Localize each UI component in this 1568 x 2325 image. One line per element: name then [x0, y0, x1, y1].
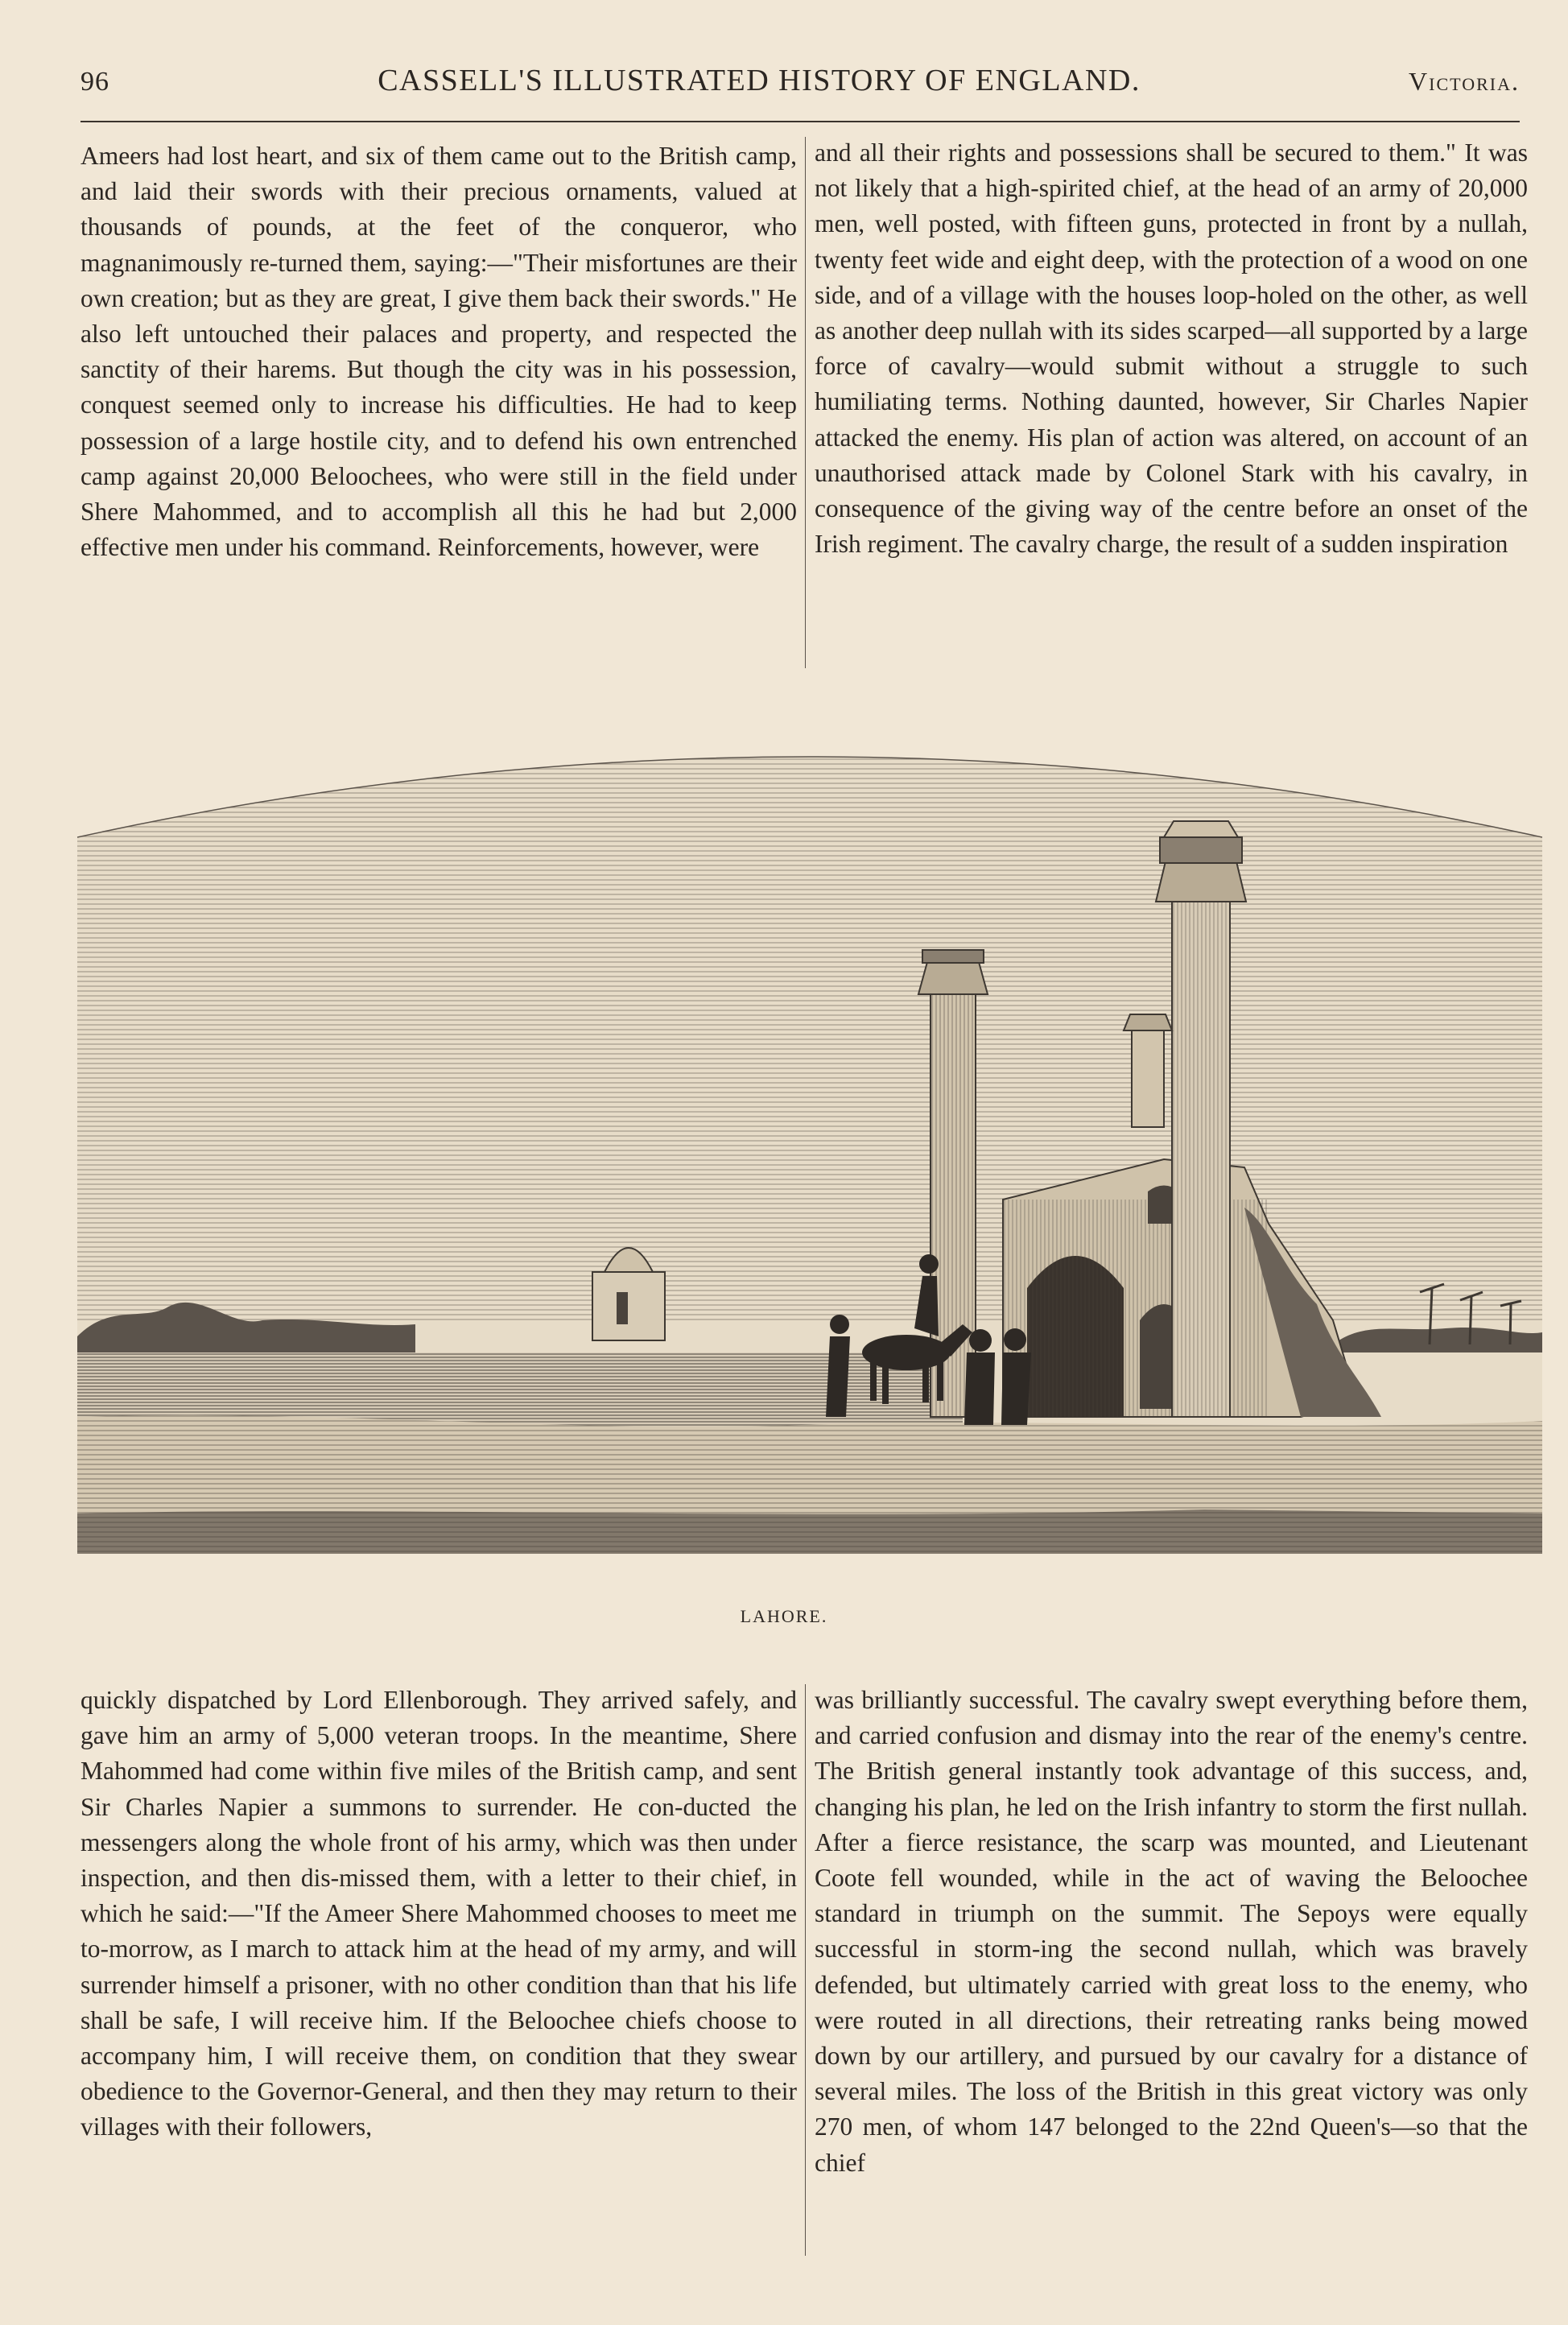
running-header [80, 63, 1520, 111]
column-divider [805, 1684, 806, 2256]
text-column-bottom-right [815, 1683, 1528, 2181]
page-number: 96 [80, 67, 109, 97]
column-divider [805, 137, 806, 668]
header-rule [80, 121, 1520, 122]
text-column-top-right [815, 135, 1528, 562]
text-column-bottom-left [80, 1683, 797, 2145]
text-column-top-left [80, 138, 797, 565]
illustration-caption: LAHORE. [740, 1606, 828, 1626]
lahore-engraving [77, 708, 1542, 1554]
section-title: Victoria. [1409, 67, 1520, 96]
paragraph: was brilliantly successful. The cavalry swept everything before them, and carried confusion and dismay into the rear of the enemy's centre. The British general instantly took advantage of this success, and, changing his plan, he led on the Irish infantry to storm the first nullah. After a fierce resistance, the scarp was mounted, and Lieutenant Coote fell wounded, while in the act of waving the Beloochee standard in triumph on the summit. The Sepoys were equally successful in storm-ing the second nullah, which was bravely defended, but ultimately carried with great loss to the enemy, who were routed in all directions, their retreating ranks being mowed down by our artillery, and pursued by our cavalry for a distance of several miles. The loss of the British in this great victory was only 270 men, of whom 147 belonged to the 22nd Queen's—so that the chief [815, 1686, 1528, 2177]
paragraph: Ameers had lost heart, and six of them came out to the British camp, and laid their swords with their precious ornaments, valued at thousands of pounds, at the feet of the conqueror, who magnanimously re-turned them, saying:—"Their misfortunes are their own creation; but as they are great, I give them back their swords." He also left untouched their palaces and property, and respected the sanctity of their harems. But though the city was in his possession, conquest seemed only to increase his difficulties. He had to keep possession of a large hostile city, and to defend his own entrenched camp against 20,000 Beloochees, who were still in the field under Shere Mahommed, and to accomplish all this he had but 2,000 effective men under his command. Reinforcements, however, were [80, 142, 797, 562]
running-title: CASSELL'S ILLUSTRATED HISTORY OF ENGLAND. [378, 64, 1141, 97]
paragraph: and all their rights and possessions shall be secured to them." It was not likely that a high-spirited chief, at the head of an army of 20,000 men, well posted, with fifteen guns, protected in front by a nullah, twenty feet wide and eight deep, with the protection of a wood on one side, and of a village with the houses loop-holed on the other, as well as another deep nullah with its sides scarped—all supported by a large force of cavalry—would submit without a struggle to such humiliating terms. Nothing daunted, however, Sir Charles Napier attacked the enemy. His plan of action was altered, on account of an unauthorised attack made by Colonel Stark with his cavalry, in consequence of the giving way of the centre before an onset of the Irish regiment. The cavalry charge, the result of a sudden inspiration [815, 138, 1528, 559]
paragraph: quickly dispatched by Lord Ellenborough. They arrived safely, and gave him an army of 5,000 veteran troops. In the meantime, Shere Mahommed had come within five miles of the British camp, and sent Sir Charles Napier a summons to surrender. He con-ducted the messengers along the whole front of his army, which was then under inspection, and then dis-missed them, with a letter to their chief, in which he said:—"If the Ameer Shere Mahommed chooses to meet me to-morrow, as I march to attack him at the head of my army, and will surrender himself a prisoner, with no other condition than that his life shall be safe, I will receive him. If the Beloochee chiefs choose to accompany him, I will receive them, on condition that they swear obedience to the Governor-General, and then they may return to their villages with their followers, [80, 1686, 797, 2141]
